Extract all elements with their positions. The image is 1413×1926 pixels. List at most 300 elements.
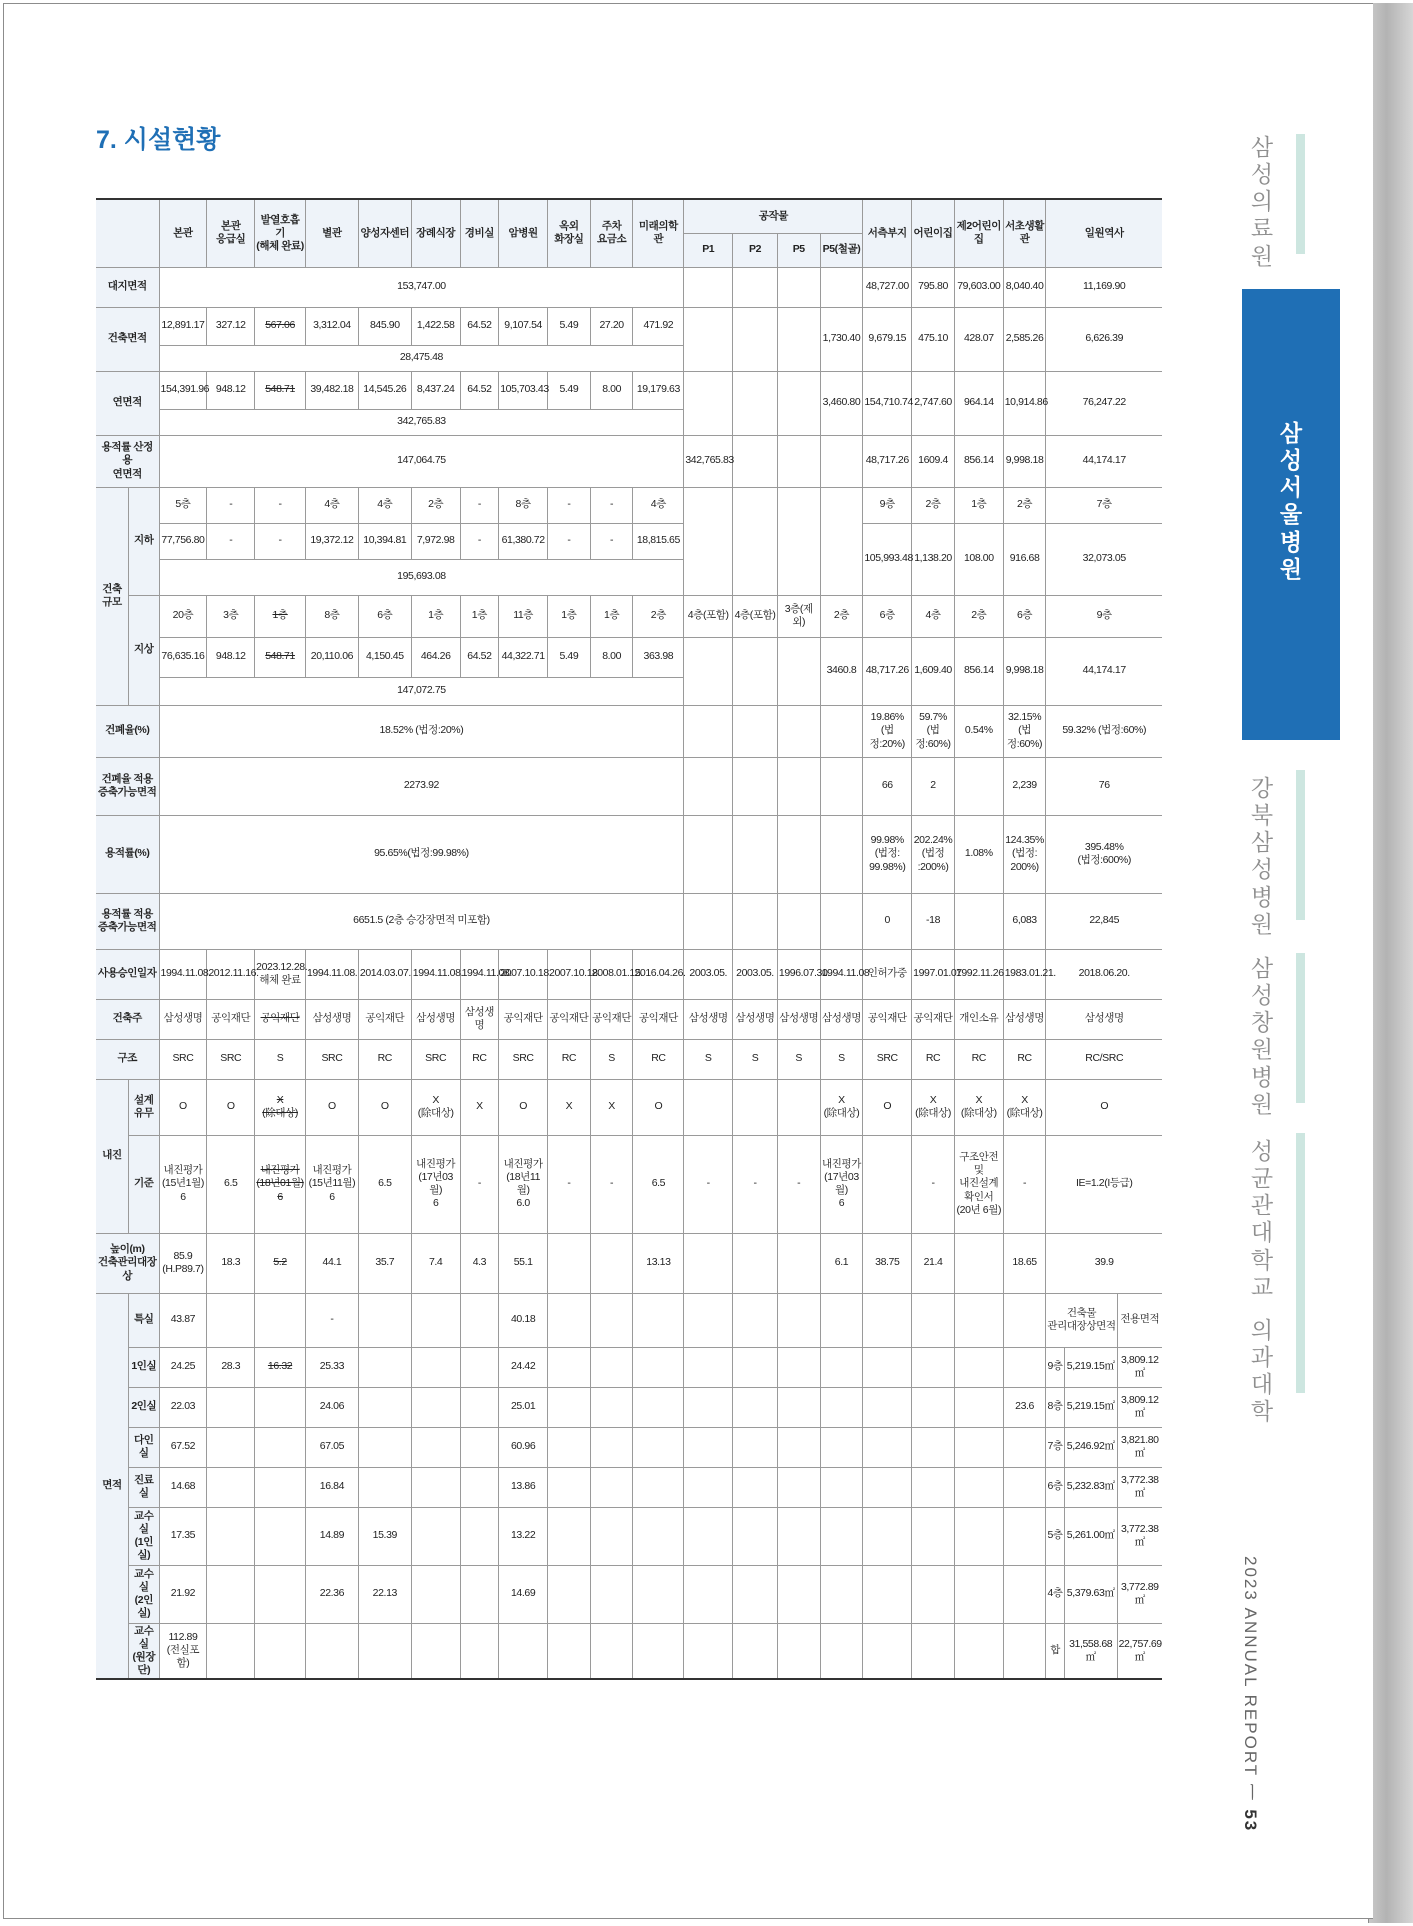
- side-nav-char: 병: [1279, 528, 1303, 555]
- table-cell: [912, 595, 955, 637]
- cell-text: X: [838, 1093, 845, 1106]
- table-cell: [912, 757, 955, 815]
- table-cell: [863, 1427, 912, 1467]
- exclusive-area-header: [1117, 1293, 1162, 1347]
- table-cell: [255, 595, 306, 637]
- side-nav-char: 병: [1250, 883, 1274, 910]
- cell-text: 3,772.89㎡: [1120, 1580, 1159, 1606]
- header-building: [411, 199, 460, 267]
- cell-text: O: [1100, 1100, 1109, 1113]
- table-cell: [358, 487, 411, 523]
- cell-text: RC: [651, 1052, 666, 1065]
- table-cell: [460, 1347, 499, 1387]
- cell-text: 22.13: [372, 1587, 397, 1600]
- side-nav-samsung-seoul[interactable]: [1242, 420, 1340, 583]
- cell-text: S: [608, 1052, 615, 1065]
- table-cell: [954, 637, 1003, 705]
- table-cell: [1046, 595, 1162, 637]
- parking-cell: [684, 1565, 733, 1623]
- table-row: [96, 949, 1162, 999]
- cell-text: 43.87: [170, 1313, 196, 1326]
- table-cell: [684, 1039, 733, 1079]
- table-cell: [1003, 307, 1046, 371]
- cell-text: 18.52% (법정:20%): [379, 724, 464, 737]
- cell-text: 67.52: [170, 1440, 196, 1453]
- annual-report-label: 2023 ANNUAL REPORT ㅣ: [1241, 1556, 1260, 1803]
- cell-text: 미래의학관: [638, 220, 678, 246]
- table-row: [96, 1039, 1162, 1079]
- header-building: [499, 199, 548, 267]
- cell-text: (1인실): [134, 1536, 153, 1562]
- table-cell: [1046, 1039, 1162, 1079]
- cell-text: 856.14: [963, 664, 994, 677]
- table-cell: [633, 949, 684, 999]
- cell-text: (15년1월): [161, 1177, 204, 1190]
- table-cell: [1003, 1135, 1046, 1233]
- cell-text: 948.12: [215, 383, 246, 396]
- parking-cell: [820, 267, 863, 307]
- header-building: [954, 199, 1003, 267]
- cell-text: 8층: [324, 609, 340, 622]
- table-cell: [207, 1623, 255, 1679]
- cell-text: 4층(포함): [687, 609, 729, 622]
- table-cell: [548, 637, 591, 677]
- table-cell: [863, 371, 912, 435]
- cell-text: 2018.06.20.: [1078, 967, 1130, 980]
- row-label-approval: [96, 949, 159, 999]
- header-building: [590, 199, 633, 267]
- cell-text: 20,110.06: [310, 650, 354, 663]
- table-cell: [590, 1565, 633, 1623]
- cell-text: 105,993.48: [864, 552, 913, 565]
- cell-text: X: [565, 1100, 573, 1113]
- table-cell: [912, 999, 955, 1039]
- cell-text: 건축면적: [107, 332, 147, 345]
- side-nav-char: 울: [1279, 501, 1303, 528]
- table-cell: [305, 595, 358, 637]
- cell-text: 32,073.05: [1082, 552, 1126, 565]
- cell-text: 21.4: [923, 1256, 943, 1269]
- table-row: [96, 371, 1162, 409]
- table-cell: [863, 1233, 912, 1293]
- cell-text: 내진평가: [416, 1157, 456, 1170]
- parking-cell: [777, 1623, 820, 1679]
- table-cell: [255, 1623, 306, 1679]
- table-cell: [305, 1565, 358, 1623]
- cell-text: 내진평가: [503, 1157, 543, 1170]
- table-cell: [954, 815, 1003, 893]
- cell-text: 21.92: [170, 1587, 196, 1600]
- cell-text: 1,609.40: [914, 664, 952, 677]
- header-building: [358, 199, 411, 267]
- cell-text: 1996.07.30.: [778, 967, 830, 980]
- table-cell: [633, 1135, 684, 1233]
- table-cell: [590, 637, 633, 677]
- table-cell: [912, 435, 955, 487]
- cell-text: 건축물: [1066, 1306, 1097, 1319]
- floor-area-value: [1064, 1387, 1117, 1427]
- table-cell: [499, 1507, 548, 1565]
- cell-text: O: [328, 1100, 336, 1113]
- cell-text: 24.42: [510, 1360, 536, 1373]
- table-cell: [912, 893, 955, 949]
- side-nav-char: 의: [1250, 188, 1274, 215]
- floor-area-total: [159, 409, 684, 435]
- table-cell: [820, 371, 863, 435]
- cell-text: 39.9: [1094, 1256, 1114, 1269]
- cell-text: 2023.12.28.: [256, 960, 308, 973]
- cell-text: -: [567, 534, 571, 547]
- table-cell: [159, 949, 211, 999]
- exclusive-area-value: [1117, 1565, 1162, 1623]
- table-cell: [912, 637, 955, 705]
- side-nav-char: 원: [1250, 910, 1274, 937]
- side-nav-char: 병: [1250, 1063, 1274, 1090]
- cell-text: 4,150.45: [365, 650, 404, 663]
- cell-text: 1994.11.08.: [306, 967, 358, 980]
- side-nav-char: 관: [1250, 1192, 1274, 1219]
- table-cell: [1046, 637, 1162, 705]
- header-building: [548, 199, 591, 267]
- cell-text: 3,809.12㎡: [1120, 1393, 1159, 1419]
- table-cell: [305, 1387, 358, 1427]
- parking-cell: [684, 1507, 733, 1565]
- table-cell: [633, 307, 684, 345]
- table-cell: [460, 523, 499, 559]
- table-cell: [912, 307, 955, 371]
- table-cell: [255, 1135, 306, 1233]
- cell-text: 2,585.26: [1005, 332, 1044, 345]
- cell-text: 7,972.98: [416, 534, 455, 547]
- cell-text: 76: [1098, 779, 1110, 792]
- table-cell: [255, 1387, 306, 1427]
- floor-area-value: [1064, 1467, 1117, 1507]
- side-nav-kangbuk[interactable]: [1237, 775, 1287, 938]
- cell-text: O: [519, 1100, 528, 1113]
- table-cell: [1003, 267, 1046, 307]
- side-nav-char: 원: [1250, 242, 1274, 269]
- side-nav-char: 서: [1279, 474, 1303, 501]
- table-cell: [460, 307, 499, 345]
- table-cell: [411, 637, 460, 677]
- cell-text: 16.84: [319, 1480, 345, 1493]
- table-cell: [633, 1467, 684, 1507]
- cell-text: 8,437.24: [416, 383, 455, 396]
- cell-text: 10,394.81: [363, 534, 407, 547]
- cell-text: 1층: [604, 609, 620, 622]
- cell-text: 공익재단: [211, 1012, 251, 1025]
- parking-cell: [733, 267, 778, 307]
- row-label-bcr-extra: [96, 757, 159, 815]
- floor-area-value: [1064, 1623, 1117, 1679]
- table-row: [96, 435, 1162, 487]
- row-label-room: [129, 1347, 160, 1387]
- table-cell: [499, 595, 548, 637]
- side-nav-changwon[interactable]: [1237, 955, 1287, 1118]
- row-label-building-area: [96, 307, 159, 371]
- parking-cell: [777, 637, 820, 705]
- cell-text: 3층(제외): [784, 602, 813, 628]
- table-cell: [207, 1387, 255, 1427]
- cell-text: 11,169.90: [1083, 280, 1126, 293]
- cell-text: 2층: [925, 498, 941, 511]
- cell-text: (원장단): [132, 1650, 156, 1676]
- table-cell: [954, 893, 1003, 949]
- header-building: [863, 199, 912, 267]
- cell-text: 제2어린이집: [956, 220, 1001, 246]
- side-nav-char: 성: [1279, 447, 1303, 474]
- table-cell: [863, 435, 912, 487]
- table-cell: [460, 1467, 499, 1507]
- table-cell: [954, 1347, 1003, 1387]
- table-cell: [777, 1135, 820, 1233]
- table-cell: [1046, 705, 1162, 757]
- table-cell: [912, 1293, 955, 1347]
- table-cell: [777, 1039, 820, 1079]
- cell-text: 23.6: [1015, 1400, 1034, 1413]
- building-area-total: [159, 345, 684, 371]
- table-cell: [159, 1293, 207, 1347]
- table-cell: [305, 1233, 358, 1293]
- parking-cell: [684, 487, 733, 595]
- parking-cell: [777, 1565, 820, 1623]
- cell-text: P1: [702, 243, 715, 256]
- cell-text: 2273.92: [403, 779, 439, 792]
- table-cell: [460, 487, 499, 523]
- cell-text: 9,679.15: [868, 332, 907, 345]
- cell-text: X: [476, 1100, 483, 1113]
- table-cell: [590, 487, 633, 523]
- cell-text: 342,765.83: [685, 454, 734, 467]
- row-label-room: [129, 1427, 160, 1467]
- table-cell: [255, 999, 306, 1039]
- parking-cell: [684, 1387, 733, 1427]
- cell-text: 연면적: [112, 467, 142, 480]
- row-label-seismic-design: [129, 1079, 160, 1135]
- side-nav-char: 과: [1250, 1343, 1274, 1370]
- floor-area-value: [1064, 1427, 1117, 1467]
- table-cell: [684, 1079, 733, 1135]
- table-cell: [863, 1039, 912, 1079]
- header-building: [159, 199, 207, 267]
- cell-text: 1983.01.21.: [1004, 967, 1056, 980]
- parking-cell: [684, 307, 733, 371]
- table-cell: [590, 1507, 633, 1565]
- parking-cell: [733, 757, 778, 815]
- parking-cell: [820, 487, 863, 595]
- table-cell: [159, 371, 210, 409]
- table-cell: [460, 1135, 499, 1233]
- cell-text: 948.12: [215, 650, 246, 663]
- cell-text: 342,765.83: [397, 415, 446, 428]
- table-cell: [1003, 523, 1046, 595]
- cell-text: 77,756.80: [161, 534, 205, 547]
- cell-text: S: [276, 1052, 284, 1065]
- cell-text: 14,545.26: [363, 383, 407, 396]
- cell-text: (해체 완료): [256, 239, 304, 252]
- cell-text: 395.48%: [1084, 840, 1124, 853]
- table-row: [96, 815, 1162, 893]
- table-cell: [358, 637, 411, 677]
- cell-text: 31,558.68㎡: [1069, 1637, 1113, 1663]
- cell-text: 20층: [172, 609, 194, 622]
- table-cell: [633, 1293, 684, 1347]
- table-cell: [954, 1233, 1003, 1293]
- table-cell: [863, 1467, 912, 1507]
- cell-text: 153,747.00: [397, 280, 446, 293]
- cell-text: 1,422.58: [416, 319, 455, 332]
- table-cell: [499, 523, 548, 559]
- cell-text: 공작물: [758, 209, 788, 222]
- table-cell: [255, 637, 306, 677]
- table-cell: [912, 1427, 955, 1467]
- table-cell: [207, 1079, 255, 1135]
- table-cell: [954, 1387, 1003, 1427]
- cell-text: 0.54%: [964, 724, 993, 737]
- side-nav-samsung-medical: [1237, 134, 1287, 270]
- table-cell: [863, 1387, 912, 1427]
- cell-text: 200%): [1010, 860, 1039, 873]
- side-nav-char: 원: [1250, 1036, 1274, 1063]
- table-cell: [548, 523, 591, 559]
- cell-text: 6.5: [224, 1177, 238, 1190]
- table-cell: [255, 307, 306, 345]
- table-cell: [863, 487, 912, 523]
- cell-text: SRC: [321, 1052, 343, 1065]
- table-cell: [954, 523, 1003, 595]
- cell-text: 2,239: [1012, 779, 1037, 792]
- cell-text: 44,174.17: [1082, 454, 1126, 467]
- cell-text: 202.24%: [913, 834, 953, 847]
- table-cell: [733, 595, 778, 637]
- cell-text: 327.12: [215, 319, 246, 332]
- table-cell: [358, 595, 411, 637]
- cell-text: 응급실: [216, 233, 246, 246]
- cell-text: RC: [472, 1052, 487, 1065]
- cell-text: 4층: [377, 498, 393, 511]
- cell-text: O: [179, 1100, 187, 1113]
- parking-cell: [820, 1507, 863, 1565]
- table-cell: [159, 757, 684, 815]
- table-cell: [499, 1293, 548, 1347]
- cell-text: 59.7%: [919, 711, 947, 724]
- row-label-aboveground: [129, 595, 160, 705]
- row-label-room: [129, 1467, 160, 1507]
- table-cell: [954, 307, 1003, 371]
- cell-text: 19,372.12: [310, 534, 354, 547]
- table-cell: [912, 1039, 955, 1079]
- parking-cell: [777, 487, 820, 595]
- parking-cell: [684, 1347, 733, 1387]
- table-cell: [590, 999, 633, 1039]
- cell-text: SRC: [172, 1052, 194, 1065]
- table-row: [96, 1233, 1162, 1293]
- table-cell: [159, 1135, 207, 1233]
- cell-text: 2008.01.15.: [591, 967, 643, 980]
- cell-text: 9층: [1096, 609, 1112, 622]
- cell-text: 5.49: [559, 383, 579, 396]
- cell-text: 관리대장상면적: [1047, 1320, 1116, 1332]
- table-cell: [954, 1507, 1003, 1565]
- cell-text: 5,379.63㎡: [1066, 1587, 1115, 1600]
- table-row: [96, 1079, 1162, 1135]
- cell-text: -: [753, 1177, 757, 1190]
- cell-text: SRC: [220, 1052, 242, 1065]
- table-cell: [411, 487, 460, 523]
- table-cell: [358, 1507, 411, 1565]
- table-cell: [912, 1347, 955, 1387]
- cell-text: 규모: [102, 596, 122, 608]
- cell-text: 64.52: [467, 650, 492, 663]
- table-cell: [1003, 1233, 1046, 1293]
- table-cell: [159, 893, 684, 949]
- cell-text: 60.96: [510, 1440, 536, 1453]
- cell-text: 면적: [102, 1479, 122, 1492]
- cell-text: 1,138.20: [914, 552, 952, 565]
- table-cell: [255, 1039, 306, 1079]
- table-cell: [863, 893, 912, 949]
- cell-text: 471.92: [643, 319, 674, 332]
- table-cell: [954, 267, 1003, 307]
- parking-cell: [777, 267, 820, 307]
- table-cell: [358, 307, 411, 345]
- cell-text: -: [931, 1177, 935, 1190]
- table-cell: [499, 1387, 548, 1427]
- cell-text: 공익재단: [867, 1012, 907, 1025]
- table-cell: [820, 307, 863, 371]
- cell-text: (除대상): [960, 1107, 997, 1119]
- table-cell: [777, 999, 820, 1039]
- table-cell: [460, 1387, 499, 1427]
- cell-text: 요금소: [596, 233, 627, 246]
- side-nav-char: 대: [1250, 1371, 1274, 1397]
- cell-text: (법정:60%): [1006, 724, 1043, 750]
- cell-text: O: [883, 1100, 892, 1113]
- table-cell: [820, 1233, 863, 1293]
- table-cell: [255, 1233, 306, 1293]
- exclusive-area-value: [1117, 1507, 1162, 1565]
- table-cell: [1003, 1387, 1046, 1427]
- cell-text: -: [797, 1177, 801, 1190]
- table-cell: [159, 1387, 207, 1427]
- cell-text: 경비실: [464, 226, 495, 239]
- table-cell: [159, 999, 207, 1039]
- cell-text: -: [567, 498, 571, 511]
- cell-text: 3,312.04: [313, 319, 351, 332]
- cell-text: 18.65: [1012, 1256, 1037, 1269]
- table-cell: [733, 1135, 778, 1233]
- table-cell: [684, 999, 733, 1039]
- cell-text: 6: [329, 1190, 335, 1203]
- table-cell: [255, 371, 306, 409]
- row-label-underground: [129, 487, 160, 595]
- cell-text: 삼성생명: [1084, 1012, 1124, 1025]
- table-cell: [358, 371, 411, 409]
- table-cell: [548, 999, 591, 1039]
- cell-text: 19,179.63: [636, 383, 680, 396]
- cell-text: 2인실: [131, 1400, 157, 1413]
- cell-text: 4층: [324, 498, 340, 511]
- side-nav-char: 원: [1279, 555, 1303, 582]
- table-cell: [954, 1623, 1003, 1679]
- parking-cell: [684, 371, 733, 435]
- cell-text: 464.26: [420, 650, 451, 663]
- cell-text: 지하: [134, 534, 154, 547]
- cell-text: (除대상): [417, 1107, 454, 1119]
- table-row: [96, 487, 1162, 523]
- side-nav-skku-medicine[interactable]: [1237, 1138, 1287, 1425]
- cell-text: 설계: [134, 1093, 154, 1106]
